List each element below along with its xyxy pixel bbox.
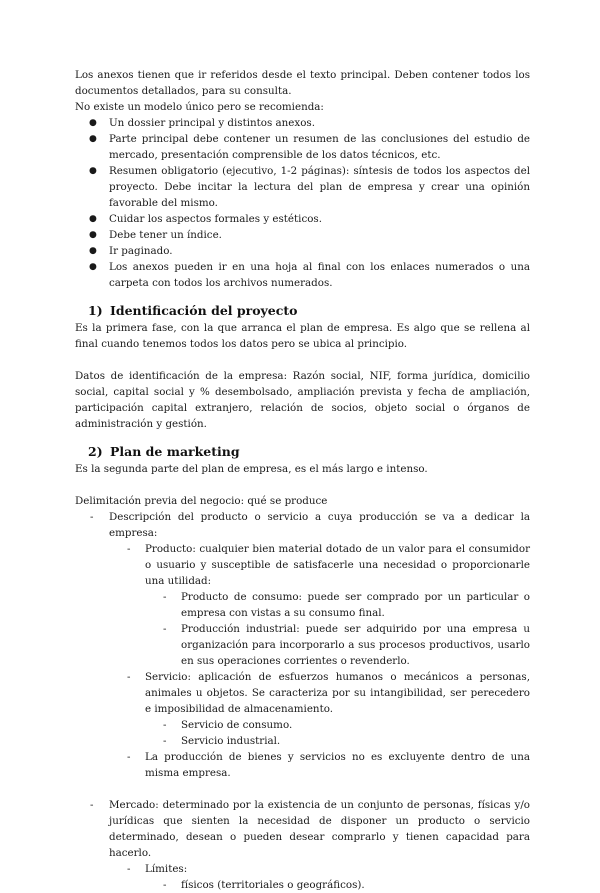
list-item: - Descripción del producto o servicio a cuya producción se va a dedicar la empresa:: [90, 511, 530, 539]
bullet-icon: ●: [89, 214, 97, 224]
recommendation-list: [75, 115, 530, 291]
dash-icon: -: [90, 511, 94, 523]
list-item: - físicos (territoriales o geográficos).: [163, 879, 365, 891]
section-heading-identificacion: [75, 302, 530, 320]
section-title: Identificación del proyecto: [110, 303, 298, 318]
list-item: ● Un dossier principal y distintos anexos.: [89, 117, 315, 129]
section-paragraph: Datos de identificación de la empresa: Razón social, NIF, forma jurídica, domicilio social, capital social y % desembolsado, ampliación prevista y fecha de ampliación, participación capital extranjero, relación de socios, objeto social o órganos de administración y gestión.: [75, 370, 530, 430]
bullet-icon: ●: [89, 230, 97, 240]
section-heading-marketing: [75, 443, 530, 461]
bullet-icon: ●: [89, 262, 97, 272]
paragraph-spacer: [75, 477, 530, 493]
list-item: - Servicio: aplicación de esfuerzos humanos o mecánicos a personas, animales u objetos. Se caracteriza por su intangibilidad, ser perecedero e imposibilidad de almacenamiento.: [127, 671, 530, 715]
dash-icon: -: [127, 543, 131, 555]
intro-paragraph: Los anexos tienen que ir referidos desde el texto principal. Deben contener todos los documentos detallados, para su consulta.: [75, 69, 530, 97]
intro-recommendation: No existe un modelo único pero se recomienda:: [75, 101, 324, 113]
paragraph-spacer: [75, 352, 530, 368]
list-item: - Producción industrial: puede ser adquirido por una empresa u organización para incorporarlo a sus procesos productivos, usarlo en sus operaciones corrientes o revenderlo.: [163, 623, 530, 667]
list-item: - Límites:: [127, 863, 188, 875]
dash-icon: -: [127, 751, 131, 763]
bullet-icon: ●: [89, 166, 97, 176]
list-item: - Producto de consumo: puede ser comprado por un particular o empresa con vistas a su consumo final.: [163, 591, 530, 619]
dash-icon: -: [163, 591, 167, 603]
list-item: - Mercado: determinado por la existencia de un conjunto de personas, físicas y/o jurídicas que sienten la necesidad de disponer un producto o servicio determinado, desean o pueden desear comprarlo y tienen capacidad para hacerlo.: [90, 799, 530, 859]
section-title: Plan de marketing: [110, 444, 240, 459]
section-paragraph: Es la segunda parte del plan de empresa, es el más largo e intenso.: [75, 463, 428, 475]
section-paragraph: Es la primera fase, con la que arranca el plan de empresa. Es algo que se rellena al final cuando tenemos todos los datos pero se ubica al principio.: [75, 322, 530, 350]
section-number: 1): [88, 303, 103, 318]
list-item: ● Debe tener un índice.: [89, 229, 222, 241]
bullet-icon: ●: [89, 246, 97, 256]
list-item: ● Parte principal debe contener un resumen de las conclusiones del estudio de mercado, presentación comprensible de los datos técnicos, etc.: [89, 133, 530, 161]
section-number: 2): [88, 444, 103, 459]
list-item: ● Los anexos pueden ir en una hoja al final con los enlaces numerados o una carpeta con todos los archivos numerados.: [89, 261, 530, 289]
dash-icon: -: [163, 735, 167, 747]
dash-icon: -: [90, 799, 94, 811]
section-paragraph: Delimitación previa del negocio: qué se produce: [75, 495, 328, 507]
list-item: ● Resumen obligatorio (ejecutivo, 1-2 páginas): síntesis de todos los aspectos del proyecto. Debe incitar la lectura del plan de empresa y crear una opinión favorable del mismo.: [89, 165, 530, 209]
dash-icon: -: [163, 623, 167, 635]
bullet-icon: ●: [89, 134, 97, 144]
list-item: - Servicio industrial.: [163, 735, 281, 747]
paragraph-spacer: [75, 781, 530, 797]
dash-icon: -: [127, 671, 131, 683]
list-item: - Producto: cualquier bien material dotado de un valor para el consumidor o usuario y susceptible de satisfacerle una necesidad o proporcionarle una utilidad:: [127, 543, 530, 587]
list-item: ● Cuidar los aspectos formales y estéticos.: [89, 213, 322, 225]
bullet-icon: ●: [89, 118, 97, 128]
dash-icon: -: [163, 879, 167, 891]
list-item: - La producción de bienes y servicios no es excluyente dentro de una misma empresa.: [127, 751, 530, 779]
dash-icon: -: [127, 863, 131, 875]
dash-icon: -: [163, 719, 167, 731]
list-item: - Servicio de consumo.: [163, 719, 293, 731]
list-item: ● Ir paginado.: [89, 245, 173, 257]
